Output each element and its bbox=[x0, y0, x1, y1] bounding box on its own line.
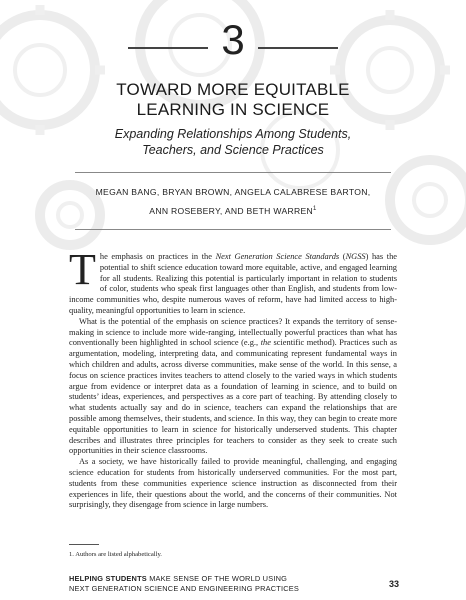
chapter-number: 3 bbox=[221, 16, 245, 63]
ngss-title: Next Generation Science Standards bbox=[215, 252, 340, 261]
drop-cap: T bbox=[69, 245, 96, 294]
body-text bbox=[69, 245, 397, 511]
chapter-subtitle bbox=[0, 126, 466, 158]
author-list bbox=[0, 184, 466, 220]
subtitle-line: Teachers, and Science Practices bbox=[142, 143, 324, 157]
paragraph: As a society, we have historically failed to provide meaningful, challenging, and engaging science education for students from historically underserved communities. For the most part, students from these communities experience science instruction as disconnected from their experiences in life, their questions about the world, and the concerns of their communities. Not surprisingly, they disengage from science in large numbers. bbox=[69, 457, 397, 510]
chapter-rule-right bbox=[258, 47, 338, 49]
footer-book-title: MAKE SENSE OF THE WORLD USING bbox=[146, 574, 288, 583]
authors-bottom-rule bbox=[75, 229, 391, 230]
paragraph bbox=[69, 317, 397, 457]
footer-book-emphasis: HELPING STUDENTS bbox=[69, 574, 147, 583]
ngss-abbrev: NGSS bbox=[345, 252, 366, 261]
authors-top-rule bbox=[75, 172, 391, 173]
chapter-title bbox=[0, 80, 466, 120]
emphasis: the bbox=[260, 338, 271, 348]
text-run: ( bbox=[339, 252, 346, 261]
page-number: 33 bbox=[388, 579, 399, 589]
footer-line: NEXT GENERATION SCIENCE AND ENGINEERING PRACTICES bbox=[69, 583, 300, 593]
footer-line bbox=[69, 574, 299, 584]
paragraph bbox=[69, 245, 397, 317]
author-line bbox=[0, 201, 466, 220]
footnote-rule bbox=[69, 544, 99, 545]
author-names: ANN ROSEBERY, AND BETH WARREN bbox=[149, 205, 314, 216]
text-run: he emphasis on practices in the bbox=[99, 252, 216, 261]
text-run: What is the potential of the emphasis on science practices? It expands the territory of sense-making in science to include more wide-ranging, intellectually powerful practices than what has conventionally been highlighted in school science (e.g., bbox=[69, 316, 397, 348]
chapter-title-line: LEARNING IN SCIENCE bbox=[136, 100, 330, 119]
author-line: MEGAN BANG, BRYAN BROWN, ANGELA CALABRESE BARTON, bbox=[95, 187, 371, 197]
subtitle-line: Expanding Relationships Among Students, bbox=[114, 127, 352, 141]
chapter-title-line: TOWARD MORE EQUITABLE bbox=[116, 80, 350, 99]
text-run: scientific method). Practices such as argumentation, modeling, interpreting data, and communicating represent fundamental ways in which children and adults, across diverse communities, make sense of the world. In this sense, a focus on science practices invites teachers to attend closely to the varied ways in which students argue from evidence or interpret data as a foundation of learning in science, and to build on students’ ideas, experiences, and perspectives as a core part of teaching. By attending closely to what students actually say and do in science, teachers can expand the relationships that are possible among themselves, their students, and science. In this way, they can begin to create more equitable opportunities to learn in science for historically underserved students. This chapter describes and illustrates three principles for teachers to consider as they seek to create such opportunities in their science classrooms. bbox=[69, 338, 397, 456]
running-footer bbox=[69, 574, 299, 593]
footnote: 1. Authors are listed alphabetically. bbox=[69, 551, 162, 558]
text-run: ) has the potential to shift science education toward more equitable, active, and engaged learning for all students. Realizing this potential is particularly important in relation to students of color, students who speak first languages other than English, and students from low-income communities who, despite numerous waves of reform, have had limited access to high-quality, meaningful opportunities to learn in science. bbox=[69, 252, 397, 315]
footnote-marker: 1 bbox=[313, 206, 317, 212]
